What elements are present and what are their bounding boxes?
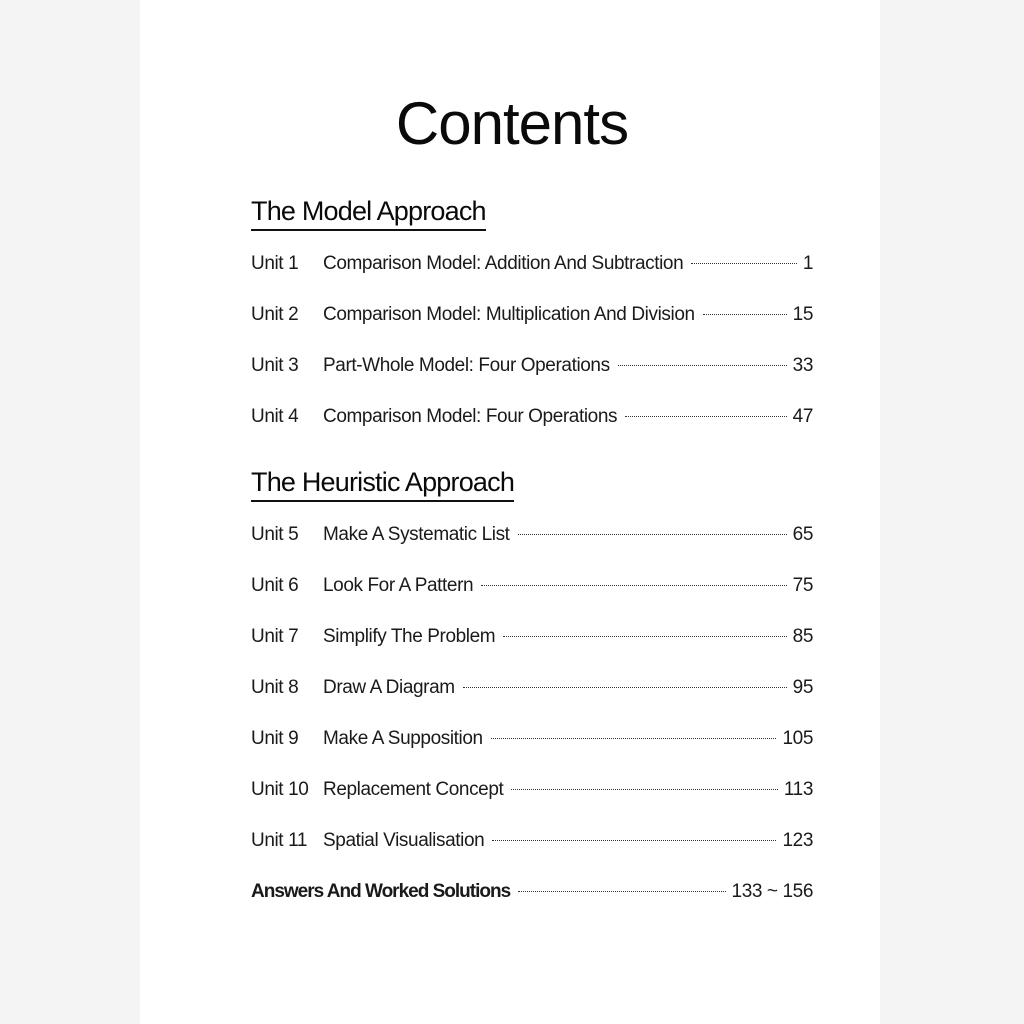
entry-title: Replacement Concept (323, 779, 504, 800)
toc-entry-unit-3[interactable] (251, 352, 813, 380)
toc-entry-answers[interactable] (251, 878, 813, 906)
page-number: 65 (792, 524, 813, 545)
unit-label: Unit 10 (251, 779, 309, 800)
entry-title: Make A Systematic List (323, 524, 510, 545)
page-number: 1 (802, 253, 813, 274)
dot-leader (481, 585, 786, 586)
unit-label: Unit 8 (251, 677, 299, 698)
entry-title: Make A Supposition (323, 728, 483, 749)
section-heading-heuristic-approach: The Heuristic Approach (251, 465, 514, 502)
page-number: 95 (792, 677, 813, 698)
toc-entry-unit-1[interactable] (251, 250, 813, 278)
toc-entry-unit-9[interactable] (251, 725, 813, 753)
page-number: 47 (792, 406, 813, 427)
toc-entry-unit-2[interactable] (251, 301, 813, 329)
unit-label: Unit 9 (251, 728, 299, 749)
dot-leader (492, 840, 776, 841)
page-title: Contents (395, 90, 629, 157)
toc-entry-unit-8[interactable] (251, 674, 813, 702)
unit-label: Unit 2 (251, 304, 299, 325)
page-number: 33 (792, 355, 813, 376)
dot-leader (491, 738, 777, 739)
page-number: 133 ~ 156 (731, 881, 813, 902)
unit-label: Unit 11 (251, 830, 307, 851)
entry-title: Draw A Diagram (323, 677, 455, 698)
unit-label: Unit 1 (251, 253, 299, 274)
dot-leader (691, 263, 797, 264)
page-number: 85 (792, 626, 813, 647)
entry-title: Comparison Model: Addition And Subtraction (323, 253, 684, 274)
entry-title: Answers And Worked Solutions (251, 881, 511, 902)
entry-title: Simplify The Problem (323, 626, 496, 647)
entry-title: Comparison Model: Multiplication And Division (323, 304, 695, 325)
dot-leader (618, 365, 787, 366)
dot-leader (511, 789, 778, 790)
entry-title: Comparison Model: Four Operations (323, 406, 618, 427)
unit-label: Unit 7 (251, 626, 299, 647)
dot-leader (518, 534, 787, 535)
toc-entry-unit-5[interactable] (251, 521, 813, 549)
page-number: 123 (782, 830, 813, 851)
unit-label: Unit 4 (251, 406, 299, 427)
toc-entry-unit-10[interactable] (251, 776, 813, 804)
toc-entry-unit-6[interactable] (251, 572, 813, 600)
dot-leader (703, 314, 787, 315)
toc-entry-unit-4[interactable] (251, 403, 813, 431)
dot-leader (518, 891, 725, 892)
entry-title: Part-Whole Model: Four Operations (323, 355, 610, 376)
page-number: 105 (782, 728, 813, 749)
dot-leader (503, 636, 786, 637)
page-number: 75 (792, 575, 813, 596)
toc-entry-unit-7[interactable] (251, 623, 813, 651)
page-number: 113 (783, 779, 813, 800)
unit-label: Unit 3 (251, 355, 299, 376)
dot-leader (463, 687, 787, 688)
toc-entry-unit-11[interactable] (251, 827, 813, 855)
entry-title: Spatial Visualisation (323, 830, 485, 851)
page-number: 15 (792, 304, 813, 325)
entry-title: Look For A Pattern (323, 575, 474, 596)
unit-label: Unit 5 (251, 524, 299, 545)
section-heading-model-approach: The Model Approach (251, 194, 486, 231)
dot-leader (625, 416, 787, 417)
unit-label: Unit 6 (251, 575, 299, 596)
